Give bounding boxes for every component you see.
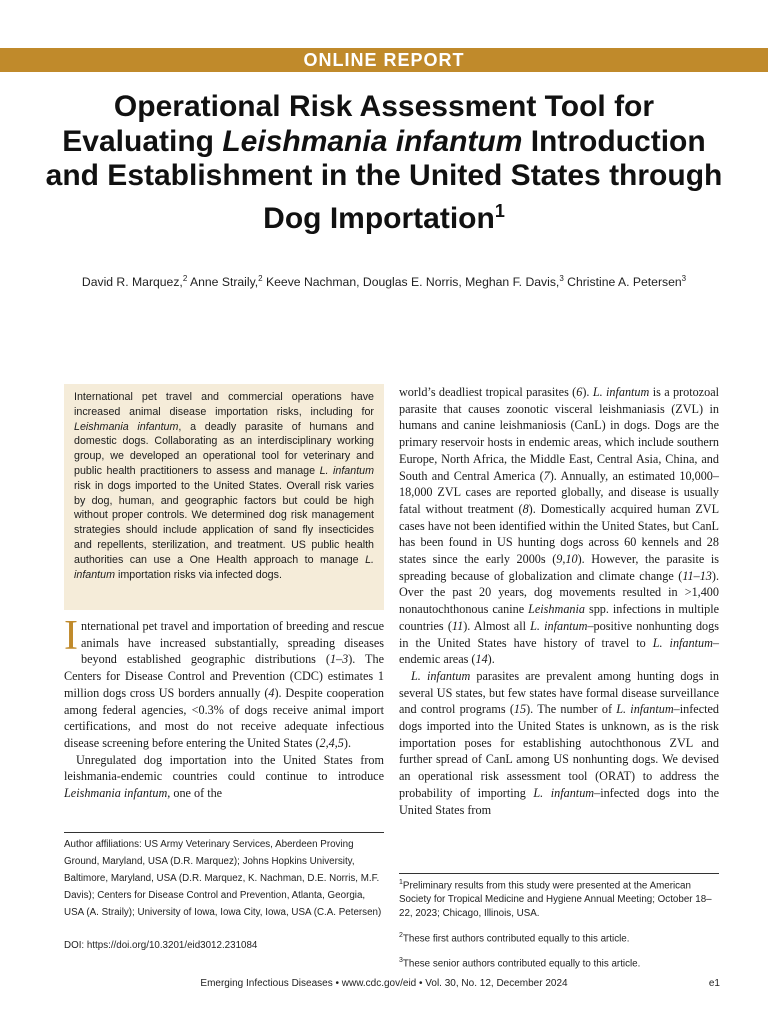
- author: Christine A. Petersen: [563, 275, 682, 290]
- author-mark: 2: [258, 274, 263, 283]
- article-title: [40, 90, 728, 236]
- reference-link[interactable]: 1–3: [329, 652, 349, 667]
- reference-link[interactable]: 11–13: [682, 568, 712, 583]
- author: Anne Straily,: [187, 275, 259, 290]
- paragraph: [64, 752, 384, 802]
- text: parasites are prevalent among hunting dogs in several US states, but few states have formal disease surveillance and control programs (: [399, 668, 719, 717]
- text: –infected dogs into the United States from: [399, 785, 719, 817]
- paragraph: [64, 613, 384, 752]
- footnote: [399, 929, 719, 946]
- text: ).: [582, 385, 593, 399]
- abstract-box: [64, 384, 384, 610]
- italic-text: L. infantum: [411, 668, 471, 683]
- abstract-text: , a deadly parasite of humans and domestic dogs. Collaborating as an interdisciplinary working group, we developed an operational tool for veterinary and public health practitioners to assess and manage: [74, 420, 374, 477]
- italic-text: Leishmania: [528, 602, 585, 617]
- abstract-text: International pet travel and commercial operations have increased animal disease importation risks, including for: [74, 391, 374, 418]
- author-mark: 3: [559, 274, 564, 283]
- page-number: e1: [708, 978, 720, 989]
- author-affiliations: Author affiliations: US Army Veterinary Services, Aberdeen Proving Ground, Maryland, USA (D.R. Marquez); Johns Hopkins University, Baltimore, Maryland, USA (D.R. Marquez, K. Nachman, D.E. Norris, M.F. Davis); Centers for Disease Control and Prevention, Atlanta, Georgia, USA (A. Straily); University of Iowa, Iowa City, Iowa, USA (C.A. Petersen): [64, 839, 382, 918]
- text: world’s deadliest tropical parasites (: [399, 385, 577, 399]
- footnote: [399, 954, 719, 971]
- text: ). Despite cooperation among federal agencies, <0.3% of dogs receive animal import certifications, and most do not receive adequate infectious disease screening before entering the United States (: [64, 685, 384, 750]
- text: Unregulated dog importation into the United States from leishmania-endemic countries could continue to introduce: [64, 752, 384, 784]
- title-italic-species: Leishmania infantum: [222, 124, 523, 158]
- abstract-text: risk in dogs imported to the United States. Overall risk varies by dog, human, and geographic factors but could be high without proper controls. We determined dog risk management strategies should include application of sand fly insecticides and repellents, sterilization, and treatment. US public health authorities can use a One Health approach to manage: [74, 479, 374, 566]
- title-text-2: Introduction and Establishment in the United States through Dog Importation: [45, 124, 723, 235]
- title-text-1: Operational Risk Assessment Tool for Evaluating: [62, 90, 655, 158]
- reference-link[interactable]: 9,10: [556, 552, 578, 567]
- text: ). The Centers for Disease Control and Prevention (CDC) estimates 1 million dogs cross US borders annually (: [64, 652, 384, 700]
- author: David R. Marquez,: [81, 275, 183, 290]
- footnote-mark: 1: [399, 879, 403, 886]
- drop-cap: I: [64, 613, 78, 659]
- abstract-italic: L. infantum: [74, 553, 374, 581]
- reference-link[interactable]: 15: [513, 702, 527, 717]
- reference-link[interactable]: 6: [576, 385, 583, 399]
- author-mark: 2: [182, 274, 188, 283]
- doi-link[interactable]: DOI: https://doi.org/10.3201/eid3012.231084: [64, 940, 258, 951]
- text: ). Over the past 20 years, dog movements resulted in >1,400 nonautochthonous canine: [399, 568, 719, 617]
- footnote-mark: 3: [399, 956, 403, 964]
- italic-text: L. infantum: [530, 618, 588, 633]
- journal-footer: Emerging Infectious Diseases • www.cdc.gov/eid • Vol. 30, No. 12, December 2024: [200, 978, 568, 989]
- text: ). Domestically acquired human ZVL cases have not been identified within the United States, but CanL has been found in US hunting dogs across 60 kennels and 28 states since the early 2000s (: [399, 501, 720, 567]
- text: ). Almost all: [463, 618, 531, 633]
- reference-link[interactable]: 11: [451, 618, 464, 633]
- text: is a protozoal parasite that causes zoonotic visceral leishmaniasis (ZVL) in humans and canine leishmaniosis (CanL) in dogs. Dogs are the primary reservoir hosts in endemic areas, which include southern Europe, North Africa, the Middle East, Central Asia, China, and South and Central America (: [399, 385, 719, 483]
- paragraph: [399, 668, 719, 818]
- footnote: [399, 876, 719, 921]
- text: ). However, the parasite is spreading because of globalization and climate change (: [399, 552, 719, 583]
- text: ). The number of: [526, 702, 617, 717]
- italic-text: L. infantum: [533, 785, 595, 800]
- footnote-divider: [399, 873, 719, 874]
- italic-text: L. infantum: [592, 385, 650, 399]
- reference-link[interactable]: 4: [268, 685, 275, 700]
- reference-link[interactable]: 14: [475, 652, 488, 667]
- affiliation-divider: [64, 832, 384, 833]
- italic-text: Leishmania infantum: [64, 786, 168, 801]
- abstract-text: importation risks via infected dogs.: [115, 568, 282, 581]
- footnote-mark: 2: [399, 931, 403, 939]
- author-mark: 3: [681, 274, 687, 283]
- footnote-text: These first authors contributed equally to this article.: [402, 932, 630, 944]
- text: spp. infections in multiple countries (: [399, 602, 720, 633]
- text: –positive nonhunting dogs in the United States have history of travel to: [399, 618, 719, 650]
- footnotes: [399, 876, 719, 979]
- author: Keeve Nachman, Douglas E. Norris, Meghan F. Davis,: [262, 275, 560, 290]
- footnote-text: These senior authors contributed equally to this article.: [402, 957, 641, 969]
- text: –infected dogs imported into the United States is unknown, as is the risk importation poses for establishing autochthonous ZVL and further spread of CanL among US nonhunting dogs. We devised an operational risk assessment tool (ORAT) to address the probability of importing: [399, 702, 719, 800]
- abstract-italic: L. infantum: [319, 464, 375, 477]
- reference-link[interactable]: 7: [543, 468, 550, 483]
- paragraph: [399, 384, 719, 668]
- text: ). Annually, an estimated 10,000–18,000 ZVL cases are reported globally, and disease is usually fatal without treatment (: [399, 468, 719, 516]
- reference-link[interactable]: 2,4,5: [319, 735, 344, 750]
- text: ).: [343, 735, 351, 750]
- body-column-right: [399, 384, 719, 818]
- text: , one of the: [167, 786, 223, 801]
- online-report-banner: ONLINE REPORT: [0, 48, 768, 72]
- footnote-text: Preliminary results from this study were presented at the American Society for Tropical Medicine and Hygiene Annual Meeting; October 18–22, 2023; Chicago, Illinois, USA.: [399, 880, 712, 919]
- text: ).: [487, 652, 495, 667]
- author-list: [40, 274, 728, 289]
- body-column-left: [64, 613, 384, 802]
- italic-text: L. infantum: [616, 702, 674, 717]
- title-footnote-mark: 1: [494, 200, 505, 221]
- text: nternational pet travel and importation of breeding and rescue animals have increased substantially, spreading diseases beyond established geographic distributions (: [81, 619, 384, 667]
- italic-text: L. infantum: [652, 635, 713, 650]
- abstract-italic: Leishmania infantum: [74, 420, 179, 433]
- text: –endemic areas (: [399, 635, 719, 667]
- reference-link[interactable]: 8: [522, 501, 529, 516]
